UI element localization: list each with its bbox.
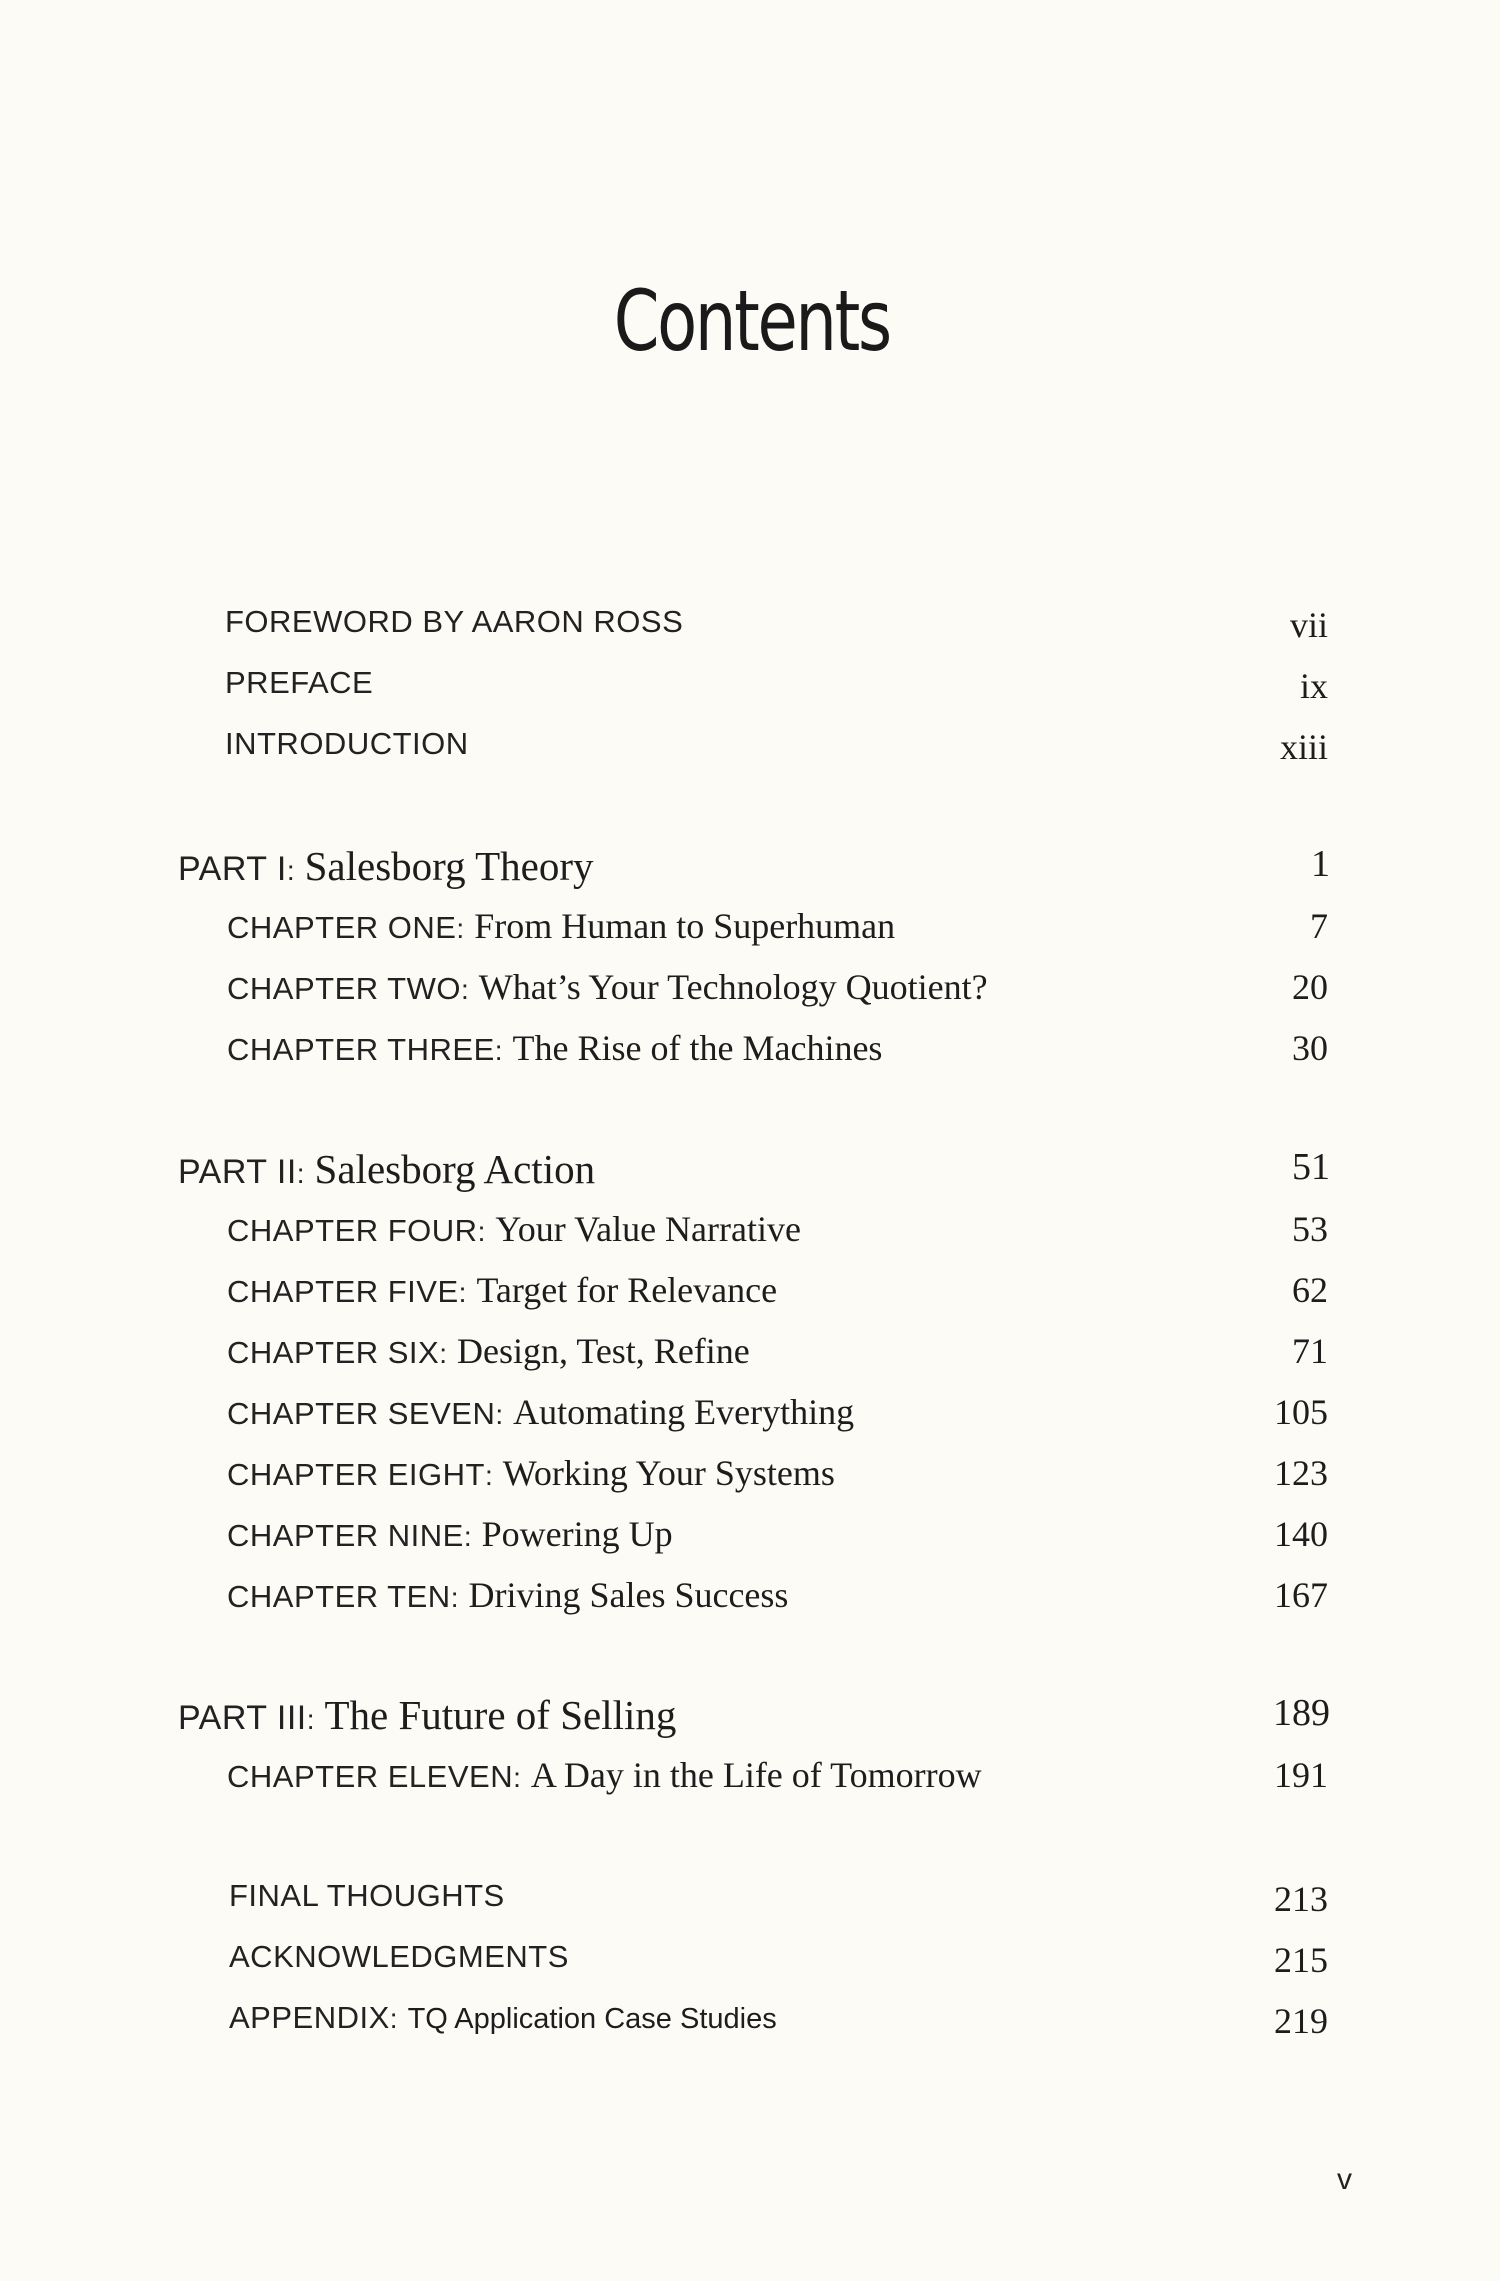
entry-label: ACKNOWLEDGMENTS <box>229 1939 569 1974</box>
page-title: Contents <box>613 272 890 370</box>
page-number: 219 <box>1274 2001 1328 2041</box>
toc-chapter-4[interactable]: CHAPTER FOUR: Your Value Narrative 53 <box>227 1209 1328 1249</box>
entry-label: APPENDIX <box>229 2000 390 2035</box>
toc-chapter-1[interactable]: CHAPTER ONE: From Human to Superhuman 7 <box>227 906 1328 946</box>
part-title: Salesborg Theory <box>304 843 594 889</box>
part-prefix: PART I <box>178 850 287 888</box>
chapter-title: Your Value Narrative <box>495 1209 801 1249</box>
chapter-prefix: CHAPTER ONE <box>227 910 457 945</box>
toc-chapter-3[interactable]: CHAPTER THREE: The Rise of the Machines 30 <box>227 1028 1328 1068</box>
toc-entry-final-thoughts[interactable] <box>0 1878 1500 1928</box>
page-number: 30 <box>1292 1028 1328 1068</box>
part-title: The Future of Selling <box>324 1692 677 1738</box>
page-number: 53 <box>1292 1209 1328 1249</box>
toc-chapter-11[interactable]: CHAPTER ELEVEN: A Day in the Life of Tomorrow 191 <box>227 1755 1328 1795</box>
chapter-prefix: CHAPTER SEVEN <box>227 1396 496 1431</box>
chapter-title: Design, Test, Refine <box>457 1331 750 1371</box>
chapter-title: Driving Sales Success <box>468 1575 789 1615</box>
chapter-prefix: CHAPTER FIVE <box>227 1274 459 1309</box>
toc-chapter-10[interactable]: CHAPTER TEN: Driving Sales Success 167 <box>227 1575 1328 1615</box>
part-title: Salesborg Action <box>314 1146 596 1192</box>
chapter-prefix: CHAPTER TEN <box>227 1579 451 1614</box>
toc-chapter-8[interactable]: CHAPTER EIGHT: Working Your Systems 123 <box>227 1453 1328 1493</box>
page-number: 215 <box>1274 1940 1328 1980</box>
page-number: 51 <box>1292 1146 1330 1188</box>
chapter-prefix: CHAPTER ELEVEN <box>227 1759 514 1794</box>
page-number: 1 <box>1311 843 1330 885</box>
page-number: 71 <box>1292 1331 1328 1371</box>
page-number: 62 <box>1292 1270 1328 1310</box>
part-prefix: PART II <box>178 1153 297 1191</box>
page-number: 167 <box>1274 1575 1328 1615</box>
entry-label: FINAL THOUGHTS <box>229 1878 505 1913</box>
chapter-title: The Rise of the Machines <box>512 1028 883 1068</box>
toc-part-1[interactable]: PART I: Salesborg Theory 1 <box>178 843 1330 889</box>
entry-title: TQ Application Case Studies <box>407 2003 777 2035</box>
chapter-prefix: CHAPTER FOUR <box>227 1213 478 1248</box>
entry-label: INTRODUCTION <box>225 726 469 761</box>
chapter-title: Powering Up <box>481 1514 673 1554</box>
page-number: 140 <box>1274 1514 1328 1554</box>
chapter-title: A Day in the Life of Tomorrow <box>530 1755 982 1795</box>
chapter-title: From Human to Superhuman <box>474 906 896 946</box>
toc-part-2[interactable]: PART II: Salesborg Action 51 <box>178 1146 1330 1192</box>
chapter-prefix: CHAPTER THREE <box>227 1032 495 1067</box>
page-number: xiii <box>1279 727 1328 767</box>
toc-chapter-7[interactable]: CHAPTER SEVEN: Automating Everything 105 <box>227 1392 1328 1432</box>
entry-label: PREFACE <box>225 665 374 700</box>
page-folio: v <box>1337 2163 1352 2196</box>
chapter-title: Working Your Systems <box>502 1453 835 1493</box>
toc-part-3[interactable]: PART III: The Future of Selling 189 <box>178 1692 1330 1738</box>
page-number: 213 <box>1274 1879 1328 1919</box>
page-number: 189 <box>1273 1692 1330 1734</box>
page-number: 20 <box>1292 967 1328 1007</box>
toc-chapter-6[interactable]: CHAPTER SIX: Design, Test, Refine 71 <box>227 1331 1328 1371</box>
chapter-title: Automating Everything <box>513 1392 855 1432</box>
toc-chapter-9[interactable]: CHAPTER NINE: Powering Up 140 <box>227 1514 1328 1554</box>
toc-entry-acknowledgments[interactable] <box>0 1939 1500 1989</box>
chapter-title: Target for Relevance <box>476 1270 778 1310</box>
page-number: 105 <box>1274 1392 1328 1432</box>
chapter-title: What’s Your Technology Quotient? <box>478 967 988 1007</box>
chapter-prefix: CHAPTER TWO <box>227 971 461 1006</box>
page-number: 191 <box>1274 1755 1328 1795</box>
chapter-prefix: CHAPTER EIGHT <box>227 1457 485 1492</box>
toc-entry-preface[interactable] <box>0 665 1500 715</box>
page-number: ix <box>1299 666 1328 706</box>
part-prefix: PART III <box>178 1699 307 1737</box>
chapter-prefix: CHAPTER SIX <box>227 1335 440 1370</box>
entry-label: FOREWORD BY AARON ROSS <box>225 604 684 639</box>
toc-entry-introduction[interactable] <box>0 726 1500 776</box>
toc-chapter-2[interactable]: CHAPTER TWO: What’s Your Technology Quotient? 20 <box>227 967 1328 1007</box>
page-number: vii <box>1289 605 1328 645</box>
toc-chapter-5[interactable]: CHAPTER FIVE: Target for Relevance 62 <box>227 1270 1328 1310</box>
toc-entry-foreword[interactable] <box>0 604 1500 654</box>
chapter-prefix: CHAPTER NINE <box>227 1518 464 1553</box>
page-number: 123 <box>1274 1453 1328 1493</box>
toc-entry-appendix[interactable]: APPENDIX: TQ Application Case Studies 219 <box>229 2000 1328 2041</box>
page-number: 7 <box>1310 906 1328 946</box>
